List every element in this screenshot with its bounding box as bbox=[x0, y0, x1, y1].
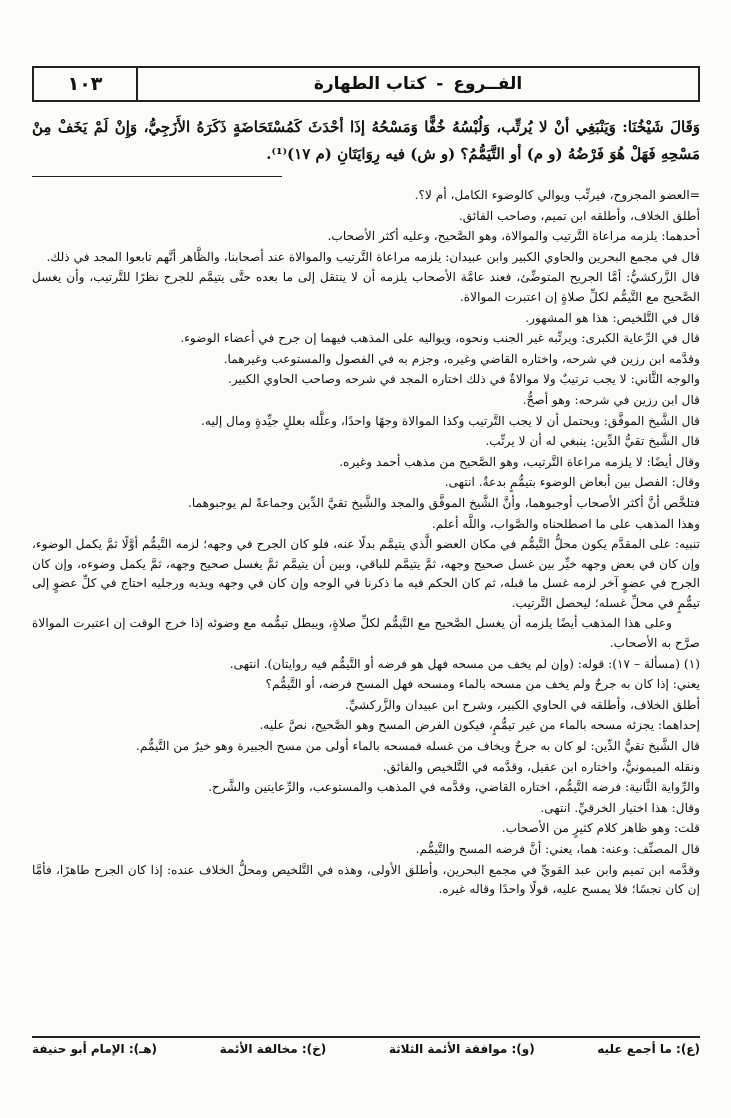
commentary-paragraph: وعلى هذا المذهب أيضًا يلزمه أن يغسل الصَّحيح مع التَّيمُّم لكلِّ صلاةٍ، ويبطل تيمُّمه مع وضوئه إذا خرج الوقت إن اعتبرت الموالاة صرَّح به الأصحاب. bbox=[32, 616, 700, 651]
commentary-paragraph: قال المصنِّف: وعنه: هما، يعني: أنَّ فرضه المسح والتَّيمُّم. bbox=[415, 842, 700, 856]
abbrev-disagreement: (خ): مخالفة الأئمة bbox=[219, 1042, 327, 1056]
commentary-paragraph: وقال: الفصل بين أبعاض الوضوء بتيمُّمٍ بدعةٌ. انتهى. bbox=[444, 475, 700, 490]
running-header bbox=[32, 66, 700, 102]
header-book-name: كتاب الطهارة bbox=[313, 74, 427, 94]
commentary-paragraph: أطلق الخلاف، وأطلقه في الحاوي الكبير، وشرح ابن عبيدان والزَّركشيِّ. bbox=[344, 697, 700, 712]
abbrev-agreement: (و): موافقة الأئمة الثلاثة bbox=[388, 1042, 535, 1056]
commentary-paragraph: قلت: وهو ظاهر كلام كثيرٍ من الأصحاب. bbox=[501, 821, 700, 836]
commentary-paragraph: قال الشَّيخ تقيُّ الدِّين: لو كان به جرحٌ ويخاف من غسله فمسحه بالماء أولى من مسح الجبيرة وهو خيرٌ من التَّيمُّم. bbox=[136, 739, 700, 754]
main-text: وَقَالَ شَيْخُنَا: وَيَنْبَغِي أنْ لا يُرتِّب، وَلُبْسُهُ خُفًّا وَمَسْحُهُ إذَا أحْدَثَ كَمُسْتَحَاضَةٍ ذَكَرَهُ الأَزَجِيُّ، وَإِنْ لَمْ يَخَفْ مِنْ مَسْحِهِ فَهَلْ هُوَ فَرْضُهُ (و م) أو التَّيَمُّمُ؟ (و ش) فيه رِوَايَتَانِ (م ١٧)⁽¹⁾. bbox=[32, 118, 700, 163]
commentary-paragraph: إحداهما: يجزئه مسحه بالماء من غير تيمُّمٍ، فيكون الفرض المسح وهو الصَّحيح، نصَّ عليه. bbox=[259, 718, 700, 733]
commentary-paragraph: يعني: إذا كان به جرحٌ ولم يخف من مسحه بالماء ومسحه فهل المسح فرضه، أو التَّيمُّم؟ bbox=[265, 677, 700, 692]
commentary-paragraph: قال الشَّيخ تقيُّ الدِّين: ينبغي له أن لا يرتِّب. bbox=[485, 434, 700, 449]
header-title bbox=[138, 68, 698, 100]
commentary-paragraph: والرِّواية الثَّانية: فرضه التَّيمُّم، اختاره القاضي، وقدَّمه في المذهب والمستوعب، والرِّعايتين والشَّرح. bbox=[208, 780, 700, 795]
commentary-paragraph: وقال أيضًا: لا يلزمه مراعاة التَّرتيب، وهو الصَّحيح من مذهب أحمد وغيره. bbox=[339, 454, 700, 469]
header-separator: - bbox=[436, 74, 444, 94]
commentary-paragraph: قال الزَّركشيُّ: أمَّا الجريح المتوضِّئ، فعند عامَّة الأصحاب يلزمه أن لا ينتقل إلى ما بعده حتَّى يتيمَّم للجرح نظرًا للتَّرتيب، وأن يغسل الصَّحيح مع التَّيمُّم لكلِّ صلاةٍ إن اعتبرت الموالاة. bbox=[32, 270, 700, 304]
commentary-paragraph: قال في الرِّعاية الكبرى: ويرتِّبه غير الجنب ونحوه، ويواليه على المذهب فيهما إن جرح في أعضاء الوضوء. bbox=[180, 331, 700, 346]
commentary-paragraph: قال ابن رزين في شرحه: وهو أصحُّ. bbox=[522, 392, 700, 407]
commentary-paragraph: قال في مجمع البحرين والحاوي الكبير وابن عبيدان: يلزمه مراعاة التَّرتيب والموالاة عند أصحابنا، والظَّاهر أنَّهم تابعوا المجد في ذلك. bbox=[46, 249, 700, 264]
commentary-block bbox=[32, 186, 700, 901]
commentary-paragraph: =العضو المجروح، فيرتِّب ويوالي كالوضوء الكامل، أم لا؟. bbox=[414, 188, 700, 202]
commentary-paragraph: وقال: هذا اختيار الخرقيِّ. انتهى. bbox=[540, 800, 700, 815]
abbrev-ijma: (ع): ما أجمع عليه bbox=[597, 1042, 700, 1056]
page-number: ١٠٣ bbox=[34, 68, 138, 100]
abbrev-abu-hanifa: (هـ): الإمام أبو حنيفة bbox=[32, 1042, 158, 1056]
commentary-paragraph: فتلخَّص أنَّ أكثر الأصحاب أوجبوهما، وأنَّ الشَّيخ الموفَّق والمجد والشَّيخ تقيَّ الدِّين وجماعةً لم يوجبوهما. bbox=[188, 495, 700, 510]
header-section-name: الفــروع bbox=[453, 74, 523, 94]
commentary-paragraph: أحدهما: يلزمه مراعاة التَّرتيب والموالاة، وهو الصَّحيح، وعليه أكثر الأصحاب. bbox=[327, 229, 700, 244]
commentary-paragraph: (١) (مسألة – ١٧): قوله: (وإن لم يخف من مسحه فهل هو فرضه أو التَّيمُّم فيه روايتان). انتهى. bbox=[229, 656, 700, 671]
commentary-paragraph: قال الشَّيخ الموفَّق: ويحتمل أن لا يجب التَّرتيب وكذا الموالاة وجهًا واحدًا، وعلَّله بعللٍ جيِّدةٍ ومال إليه. bbox=[201, 413, 700, 428]
commentary-paragraph: وقدَّمه ابن تميم وابن عبد القويِّ في مجمع البحرين، وأطلق الأولى، وهذه في التَّلخيص ومحلُّ الخلاف عنده: إذا كان الجرح طاهرًا، فأمَّا إن كان نجسًا؛ فلا يمسح عليه، قولًا واحدًا وقاله غيره. bbox=[32, 862, 700, 897]
commentary-paragraph: والوجه الثَّاني: لا يجب ترتيبٌ ولا موالاةٌ في ذلك اختاره المجد في شرحه وصاحب الحاوي الكبير. bbox=[227, 372, 700, 387]
commentary-paragraph: ونقله الميمونيُّ، واختاره ابن عقيل، وقدَّمه في التَّلخيص والفائق. bbox=[382, 759, 700, 774]
commentary-paragraph: وقدَّمه ابن رزين في شرحه، واختاره القاضي وغيره، وجزم به في الفصول والمستوعب وغيرهما. bbox=[223, 351, 700, 366]
commentary-paragraph: أطلق الخلاف، وأطلقه ابن تميم، وصاحب الفائق. bbox=[458, 208, 700, 223]
footnote-divider bbox=[32, 176, 282, 177]
commentary-paragraph: قال في التَّلخيص: هذا هو المشهور. bbox=[525, 310, 700, 325]
footer-divider bbox=[32, 1036, 700, 1038]
commentary-paragraph: وهذا المذهب على ما اصطلحناه والصَّواب، واللَّه أعلم. bbox=[431, 516, 700, 531]
commentary-paragraph: تنبيه: على المقدَّم يكون محلُّ التَّيمُّم في مكان العضو الَّذي يتيمَّم بدلًا عنه، فلو كان الجرح في وجهه؛ لزمه التَّيمُّم أوَّلًا ثمَّ يكمل الوضوء، وإن كان في بعض وجهه خيِّر بين غسل صحيح وجهه، ثمَّ يتيمَّم للباقي، وبين أن يتيمَّم ثمَّ يغسل صحيح وجهه، ثمَّ يكمل وضوءه، وإن كان الجرح في عضوٍ آخر لزمه غسل ما قبله، ثم كان الحكم فيه ما ذكرنا في الوجه وإن كان في وجهه ويديه ورجليه احتاج في كلِّ عضوٍ إلى تيمُّمٍ في محلِّ غسله؛ ليحصل التَّرتيب. bbox=[32, 537, 700, 610]
abbreviation-key bbox=[32, 1042, 700, 1056]
